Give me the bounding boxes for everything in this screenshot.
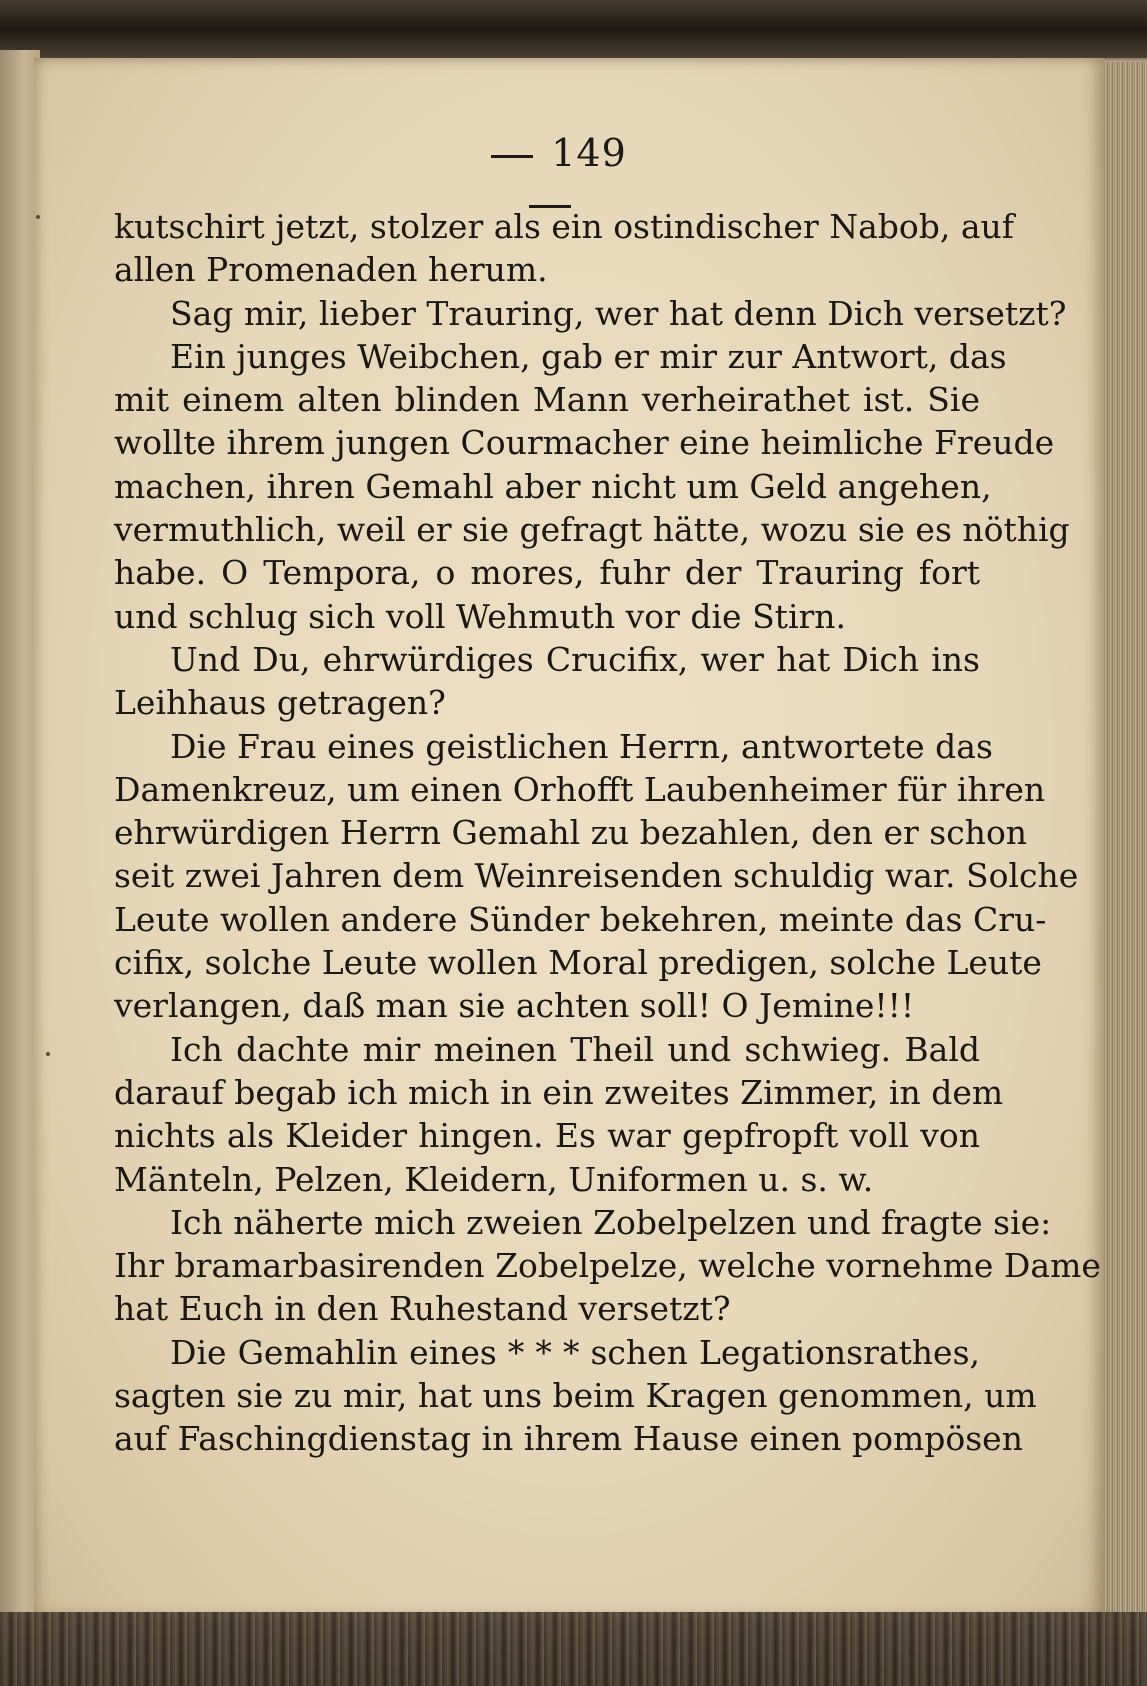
page-stack-edge bbox=[1104, 62, 1147, 1617]
text-line: Ich dachte mir meinen Theil und schwieg. Bald bbox=[170, 1029, 980, 1069]
page-number bbox=[440, 128, 660, 178]
text-line: seit zwei Jahren dem Weinreisenden schuldig war. Solche bbox=[114, 856, 1079, 896]
text-line: hat Euch in den Ruhestand versetzt? bbox=[114, 1289, 731, 1329]
text-line: Ein junges Weibchen, gab er mir zur Antwort, das bbox=[170, 336, 1007, 376]
page-number-text: 149 bbox=[551, 131, 627, 175]
text-line: mit einem alten blinden Mann verheirathet ist. Sie bbox=[114, 380, 980, 420]
text-line: Leute wollen andere Sünder bekehren, meinte das Cru- bbox=[114, 899, 1047, 939]
text-line: sagten sie zu mir, hat uns beim Kragen genommen, um bbox=[114, 1376, 1037, 1416]
book-bottom-edge bbox=[0, 1612, 1147, 1686]
text-line: Leihhaus getragen? bbox=[114, 683, 446, 723]
text-line: Damenkreuz, um einen Orhofft Laubenheimer für ihren bbox=[114, 769, 1046, 809]
body-text bbox=[114, 205, 1101, 1461]
text-line: darauf begab ich mich in ein zweites Zimmer, in dem bbox=[114, 1072, 1004, 1112]
text-line: Die Gemahlin eines * * * schen Legationsrathes, bbox=[170, 1332, 980, 1372]
text-line: kutschirt jetzt, stolzer als ein ostindischer Nabob, auf bbox=[114, 207, 1014, 246]
margin-speck bbox=[36, 215, 40, 219]
margin-speck bbox=[46, 1052, 50, 1056]
text-line: machen, ihren Gemahl aber nicht um Geld angehen, bbox=[114, 466, 992, 506]
text-line: Und Du, ehrwürdiges Crucifix, wer hat Dich ins bbox=[170, 639, 980, 679]
text-line: nichts als Kleider hingen. Es war gepfropft voll von bbox=[114, 1116, 980, 1156]
text-line: auf Faschingdienstag in ihrem Hause einen pompösen bbox=[114, 1419, 1023, 1459]
text-line: Sag mir, lieber Trauring, wer hat denn Dich versetzt? bbox=[170, 293, 1067, 333]
text-line: habe. O Tempora, o mores, fuhr der Trauring fort bbox=[114, 553, 980, 593]
text-line: ehrwürdigen Herrn Gemahl zu bezahlen, den er schon bbox=[114, 813, 1028, 853]
text-line: verlangen, daß man sie achten soll! O Jemine!!! bbox=[114, 986, 915, 1026]
text-line: vermuthlich, weil er sie gefragt hätte, wozu sie es nöthig bbox=[114, 510, 1070, 550]
text-line: Mänteln, Pelzen, Kleidern, Uniformen u. s. w. bbox=[114, 1159, 874, 1199]
text-line: wollte ihrem jungen Courmacher eine heimliche Freude bbox=[114, 423, 1055, 463]
text-line: Ich näherte mich zweien Zobelpelzen und fragte sie: bbox=[170, 1202, 1052, 1242]
text-line: und schlug sich voll Wehmuth vor die Stirn. bbox=[114, 596, 847, 636]
page-number-dash-left bbox=[491, 155, 533, 158]
book-top-edge bbox=[0, 0, 1147, 58]
text-line: cifix, solche Leute wollen Moral predigen, solche Leute bbox=[114, 943, 1042, 983]
text-line: Ihr bramarbasirenden Zobelpelze, welche vornehme Dame bbox=[114, 1246, 1101, 1286]
text-line: Die Frau eines geistlichen Herrn, antwortete das bbox=[170, 726, 993, 766]
text-line: allen Promenaden herum. bbox=[114, 250, 548, 290]
